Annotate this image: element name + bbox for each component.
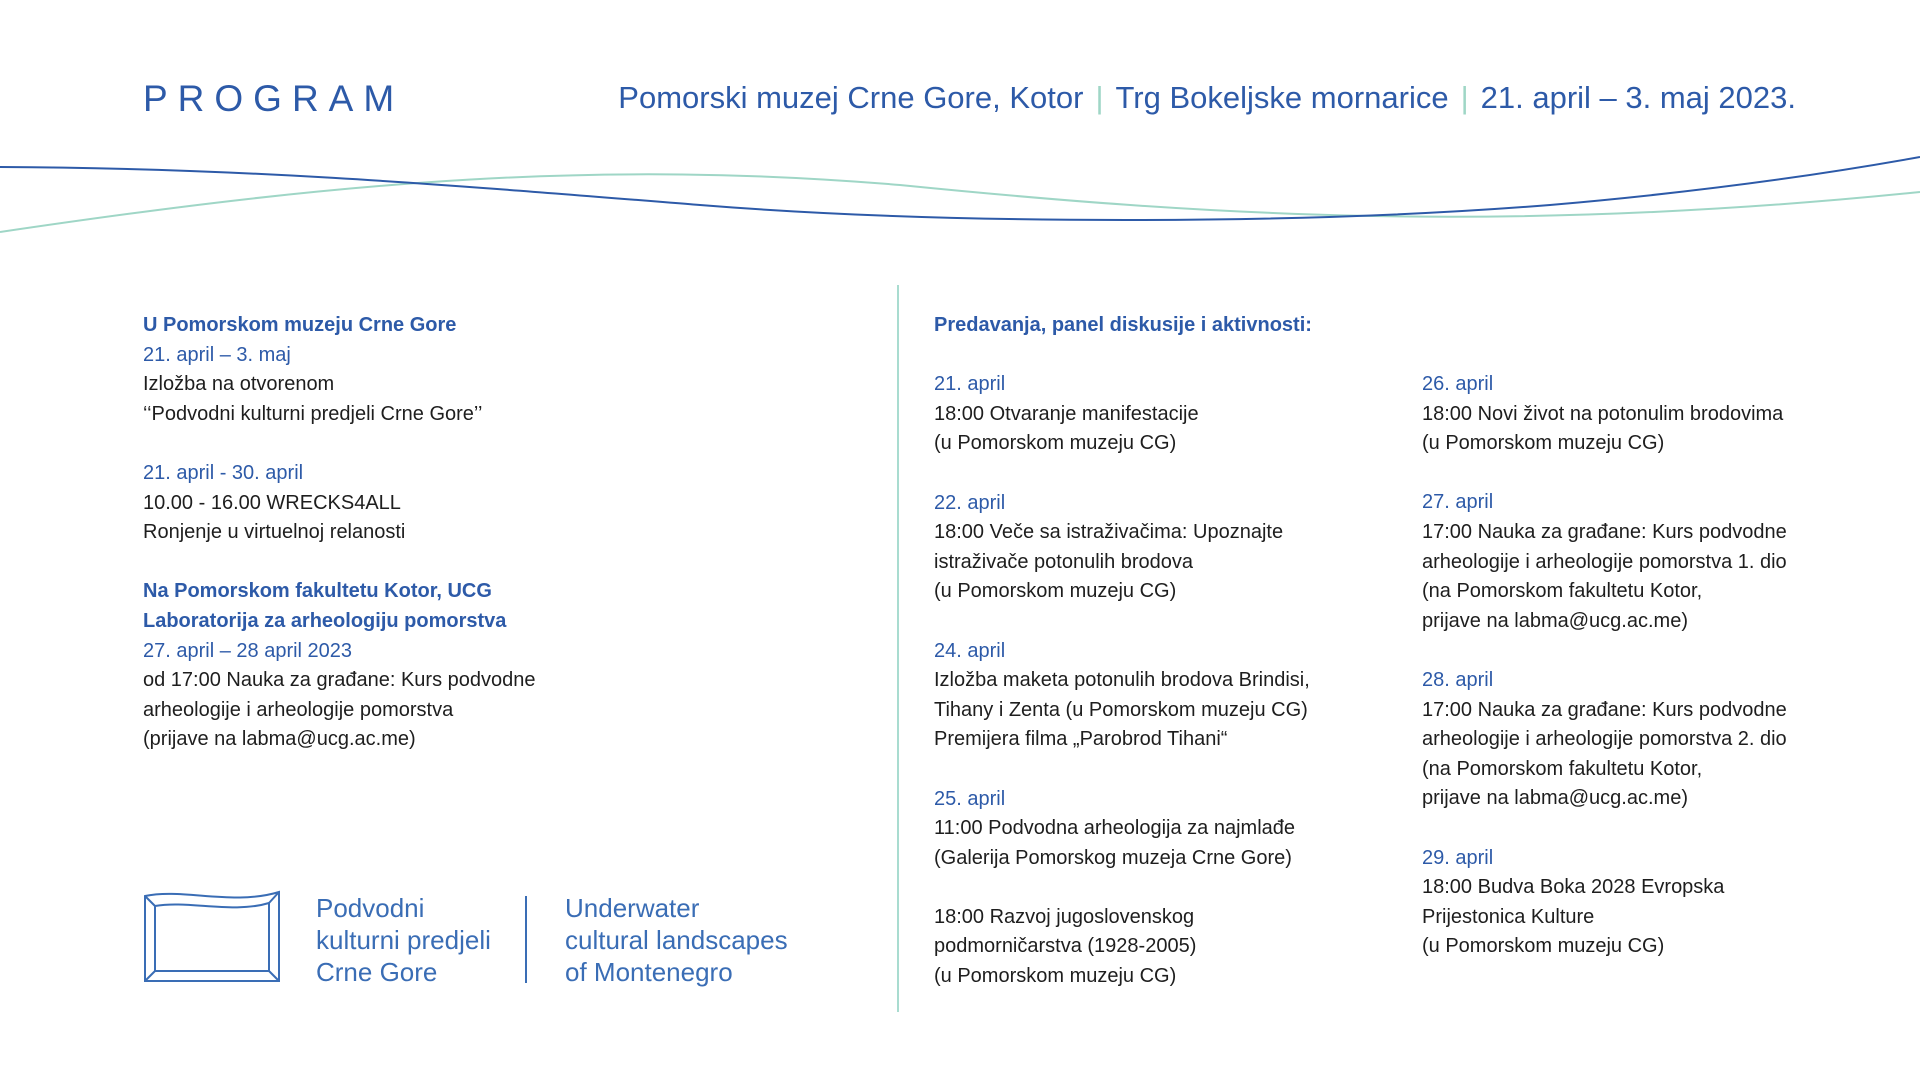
event-date: 21. april: [934, 373, 1006, 396]
event-line: 18:00 Veče sa istraživačima: Upoznajte: [934, 521, 1284, 544]
event-date: 27. april: [1422, 491, 1494, 514]
lectures-title: Predavanja, panel diskusije i aktivnosti:: [934, 314, 1312, 336]
teal-wave: [0, 174, 1920, 232]
exhibit-line: Izložba na otvorenom: [143, 373, 335, 396]
event-line: 17:00 Nauka za građane: Kurs podvodne: [1422, 698, 1787, 721]
logo-text-sr: [316, 892, 491, 988]
event-date: 29. april: [1422, 846, 1494, 869]
logo-line: of Montenegro: [565, 957, 733, 987]
event-item: [1422, 666, 1892, 814]
logo-line: cultural landscapes: [565, 925, 788, 955]
middle-column: [934, 311, 1404, 992]
event-line: Izložba maketa potonulih brodova Brindisi,: [934, 669, 1310, 692]
event-date: 22. april: [934, 491, 1006, 514]
faculty-section-title: Laboratorija za arheologiju pomorstva: [143, 609, 507, 632]
course-line: (prijave na labma@ucg.ac.me): [143, 728, 416, 751]
event-item: [934, 370, 1404, 459]
picture-frame-icon: [143, 888, 281, 983]
event-line: (u Pomorskom muzeju CG): [934, 580, 1177, 603]
event-dates: 21. april – 3. maj 2023.: [1480, 80, 1796, 115]
square: Trg Bokeljske mornarice: [1115, 80, 1449, 115]
decorative-waves: [0, 140, 1920, 250]
event-line: 18:00 Novi život na potonulim brodovima: [1422, 402, 1784, 425]
logo-text-en: [565, 892, 788, 988]
exhibit-dates: 21. april – 3. maj: [143, 343, 291, 366]
faculty-section-title: Na Pomorskom fakultetu Kotor, UCG: [143, 580, 492, 603]
event-line: istraživače potonulih brodova: [934, 550, 1194, 573]
event-line: 11:00 Podvodna arheologija za najmlađe: [934, 817, 1296, 840]
event-list: [1422, 370, 1892, 962]
event-line: prijave na labma@ucg.ac.me): [1422, 609, 1688, 632]
logo-line: Crne Gore: [316, 957, 438, 987]
course-line: arheologije i arheologije pomorstva: [143, 698, 454, 721]
event-date: 25. april: [934, 787, 1006, 810]
event-line: arheologije i arheologije pomorstva 1. dio: [1422, 550, 1787, 573]
header-separator: |: [1460, 80, 1469, 115]
logo-line: Underwater: [565, 893, 700, 923]
event-line: Prijestonica Kulture: [1422, 905, 1595, 928]
event-line: (u Pomorskom muzeju CG): [1422, 935, 1665, 958]
event-line: 17:00 Nauka za građane: Kurs podvodne: [1422, 520, 1787, 543]
logo: [143, 888, 793, 988]
venue: Pomorski muzej Crne Gore, Kotor: [618, 80, 1084, 115]
blue-wave: [0, 157, 1920, 220]
event-line: (u Pomorskom muzeju CG): [934, 432, 1177, 455]
event-item: [934, 903, 1404, 992]
event-line: (na Pomorskom fakultetu Kotor,: [1422, 580, 1703, 603]
event-line: (u Pomorskom muzeju CG): [934, 965, 1177, 988]
page-title: PROGRAM: [143, 78, 405, 119]
event-line: Premijera filma „Parobrod Tihani“: [934, 728, 1228, 751]
logo-divider: [525, 896, 527, 983]
event-header-info: [618, 80, 1796, 116]
event-line: (Galerija Pomorskog muzeja Crne Gore): [934, 846, 1292, 869]
course-dates: 27. april – 28 april 2023: [143, 639, 353, 662]
event-line: Tihany i Zenta (u Pomorskom muzeju CG): [934, 698, 1308, 721]
column-divider: [897, 285, 899, 1012]
event-item: [1422, 488, 1892, 636]
header-separator: |: [1095, 80, 1104, 115]
event-date: 24. april: [934, 639, 1006, 662]
left-column: [143, 311, 743, 755]
event-line: 18:00 Budva Boka 2028 Evropska: [1422, 876, 1725, 899]
vr-line: Ronjenje u virtuelnoj relanosti: [143, 521, 406, 544]
event-item: [934, 785, 1404, 874]
event-line: prijave na labma@ucg.ac.me): [1422, 787, 1688, 810]
event-line: podmorničarstva (1928-2005): [934, 935, 1197, 958]
exhibit-line: ‘‘Podvodni kulturni predjeli Crne Gore’’: [143, 402, 483, 425]
event-line: (na Pomorskom fakultetu Kotor,: [1422, 757, 1703, 780]
event-item: [1422, 370, 1892, 459]
museum-section-title: U Pomorskom muzeju Crne Gore: [143, 314, 457, 336]
event-line: (u Pomorskom muzeju CG): [1422, 432, 1665, 455]
event-line: 18:00 Razvoj jugoslovenskog: [934, 905, 1195, 928]
logo-line: Podvodni: [316, 893, 425, 923]
vr-line: 10.00 - 16.00 WRECKS4ALL: [143, 491, 401, 514]
event-item: [934, 489, 1404, 607]
right-column: [1422, 370, 1892, 962]
vr-dates: 21. april - 30. april: [143, 461, 304, 484]
logo-line: kulturni predjeli: [316, 925, 491, 955]
event-item: [934, 637, 1404, 755]
event-line: 18:00 Otvaranje manifestacije: [934, 402, 1199, 425]
event-date: 28. april: [1422, 668, 1494, 691]
event-list: [934, 370, 1404, 991]
event-date: 26. april: [1422, 373, 1494, 395]
course-line: od 17:00 Nauka za građane: Kurs podvodne: [143, 669, 536, 692]
event-item: [1422, 844, 1892, 962]
event-line: arheologije i arheologije pomorstva 2. dio: [1422, 728, 1787, 751]
